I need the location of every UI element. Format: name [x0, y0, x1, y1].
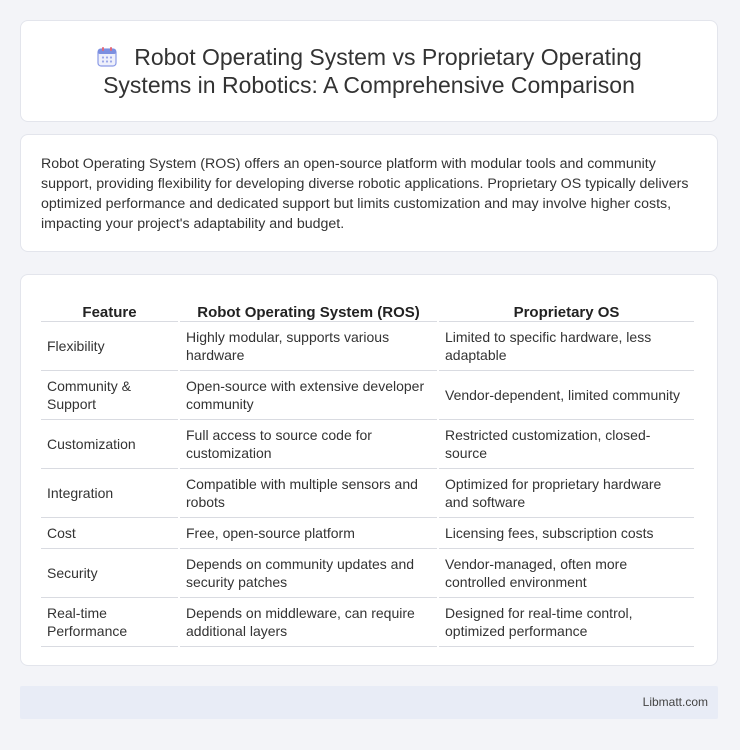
proprietary-cell: Limited to specific hardware, less adaptable [439, 322, 694, 371]
table-row [41, 322, 694, 371]
feature-cell: Real-time Performance [41, 598, 178, 647]
feature-cell: Security [41, 549, 178, 598]
summary-card [20, 134, 718, 252]
calendar-icon [96, 46, 118, 68]
proprietary-cell: Licensing fees, subscription costs [439, 518, 694, 549]
table-row [41, 549, 694, 598]
table-row [41, 518, 694, 549]
ros-cell: Compatible with multiple sensors and robots [180, 469, 437, 518]
comparison-card [20, 274, 718, 666]
proprietary-cell: Vendor-managed, often more controlled environment [439, 549, 694, 598]
title-card [20, 20, 718, 122]
table-row [41, 371, 694, 420]
footer [20, 686, 718, 719]
ros-cell: Full access to source code for customization [180, 420, 437, 469]
table-header-row [41, 295, 694, 322]
footer-site-link[interactable]: Libmatt.com [642, 695, 708, 709]
table-row [41, 420, 694, 469]
ros-cell: Depends on middleware, can require additional layers [180, 598, 437, 647]
header-feature: Feature [41, 295, 178, 322]
page-title-container [21, 43, 717, 99]
header-proprietary: Proprietary OS [439, 295, 694, 322]
ros-cell: Open-source with extensive developer community [180, 371, 437, 420]
proprietary-cell: Restricted customization, closed-source [439, 420, 694, 469]
header-ros: Robot Operating System (ROS) [180, 295, 437, 322]
page-title: Robot Operating System vs Proprietary Operating Systems in Robotics: A Comprehensive Comparison [103, 44, 642, 98]
ros-cell: Highly modular, supports various hardware [180, 322, 437, 371]
ros-cell: Depends on community updates and security patches [180, 549, 437, 598]
feature-cell: Customization [41, 420, 178, 469]
table-row [41, 598, 694, 647]
feature-cell: Community & Support [41, 371, 178, 420]
proprietary-cell: Vendor-dependent, limited community [439, 371, 694, 420]
comparison-table [39, 295, 696, 647]
table-row [41, 469, 694, 518]
ros-cell: Free, open-source platform [180, 518, 437, 549]
proprietary-cell: Optimized for proprietary hardware and software [439, 469, 694, 518]
feature-cell: Integration [41, 469, 178, 518]
feature-cell: Flexibility [41, 322, 178, 371]
proprietary-cell: Designed for real-time control, optimized performance [439, 598, 694, 647]
summary-text: Robot Operating System (ROS) offers an open-source platform with modular tools and community support, providing flexibility for developing diverse robotic applications. Proprietary OS typically delivers optimized performance and dedicated support but limits customization and may involve higher costs, impacting your project's adaptability and budget. [41, 156, 689, 232]
feature-cell: Cost [41, 518, 178, 549]
